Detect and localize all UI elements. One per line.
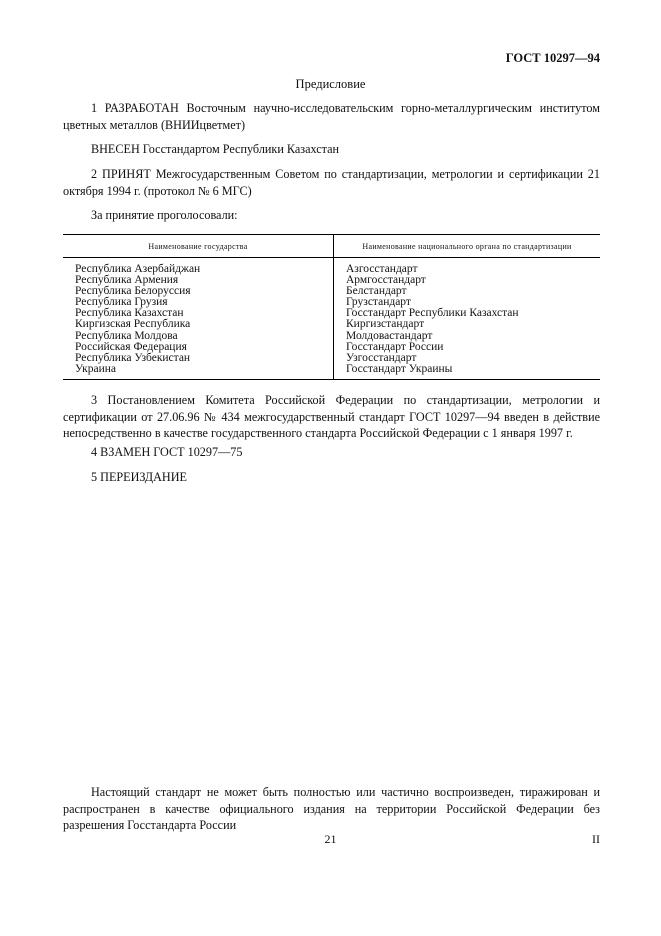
table-cell-state: Республика Узбекистан bbox=[75, 351, 191, 364]
table-cell-body: Узгосстандарт bbox=[346, 351, 417, 364]
document-code: ГОСТ 10297—94 bbox=[505, 51, 600, 65]
table-body-row bbox=[63, 258, 600, 380]
section-1-developed: 1 РАЗРАБОТАН Восточным научно-исследовательским горно-металлургическим институтом цветных металлов (ВНИИцветмет) bbox=[63, 101, 600, 132]
column-header-state: Наименование государства bbox=[63, 235, 334, 258]
table-cell-state: Республика Молдова bbox=[75, 329, 178, 342]
copyright-notice: Настоящий стандарт не может быть полностью или частично воспроизведен, тиражирован и распространен в качестве официального издания на территории Российской Федерации без разрешения Госстандарта России bbox=[63, 785, 600, 832]
section-1-introduced: ВНЕСЕН Госстандартом Республики Казахстан bbox=[91, 142, 340, 156]
table-cell-state: Республика Армения bbox=[75, 274, 179, 287]
table-cell-state: Республика Белоруссия bbox=[75, 285, 191, 298]
table-cell-state: Украина bbox=[75, 362, 116, 375]
page-mark: II bbox=[592, 832, 600, 846]
table-cell-state: Республика Азербайджан bbox=[75, 263, 201, 275]
table-cell-body: Грузстандарт bbox=[346, 296, 411, 309]
table-cell-body: Госстандарт Украины bbox=[346, 362, 453, 375]
column-header-body: Наименование национального органа по стандартизации bbox=[334, 235, 601, 258]
table-header-row bbox=[63, 235, 600, 258]
section-3-decree: 3 Постановлением Комитета Российской Федерации по стандартизации, метрологии и сертификации от 27.06.96 № 434 межгосударственный стандарт ГОСТ 10297—94 введен в действие непосредственно в качестве государственного стандарта Российской Федерации с 1 января 1997 г. bbox=[63, 393, 600, 440]
section-4-replaces: 4 ВЗАМЕН ГОСТ 10297—75 bbox=[91, 445, 243, 459]
table-cell-body: Госстандарт Республики Казахстан bbox=[346, 307, 519, 320]
table-cell-body: Белстандарт bbox=[346, 285, 407, 298]
table-cell-body: Киргизстандарт bbox=[346, 318, 425, 331]
table-cell-body: Азгосстандарт bbox=[346, 263, 418, 275]
page-number: 21 bbox=[324, 832, 337, 846]
table-cell-state: Российская Федерация bbox=[75, 340, 187, 353]
table-cell-body: Молдовастандарт bbox=[346, 329, 433, 342]
page-heading: Предисловие bbox=[295, 77, 366, 91]
bodies-column bbox=[334, 258, 601, 380]
states-column bbox=[63, 258, 334, 380]
table-cell-state: Республика Грузия bbox=[75, 296, 168, 309]
section-2-adopted: 2 ПРИНЯТ Межгосударственным Советом по стандартизации, метрологии и сертификации 21 октября 1994 г. (протокол № 6 МГС) bbox=[63, 167, 600, 198]
section-5-reissue: 5 ПЕРЕИЗДАНИЕ bbox=[91, 470, 187, 484]
table-cell-state: Киргизская Республика bbox=[75, 318, 191, 331]
vote-intro: За принятие проголосовали: bbox=[91, 208, 238, 222]
table-cell-body: Госстандарт России bbox=[346, 340, 444, 353]
table-cell-body: Армгосстандарт bbox=[346, 274, 426, 287]
standards-bodies-table bbox=[63, 234, 600, 380]
table-cell-state: Республика Казахстан bbox=[75, 307, 184, 320]
